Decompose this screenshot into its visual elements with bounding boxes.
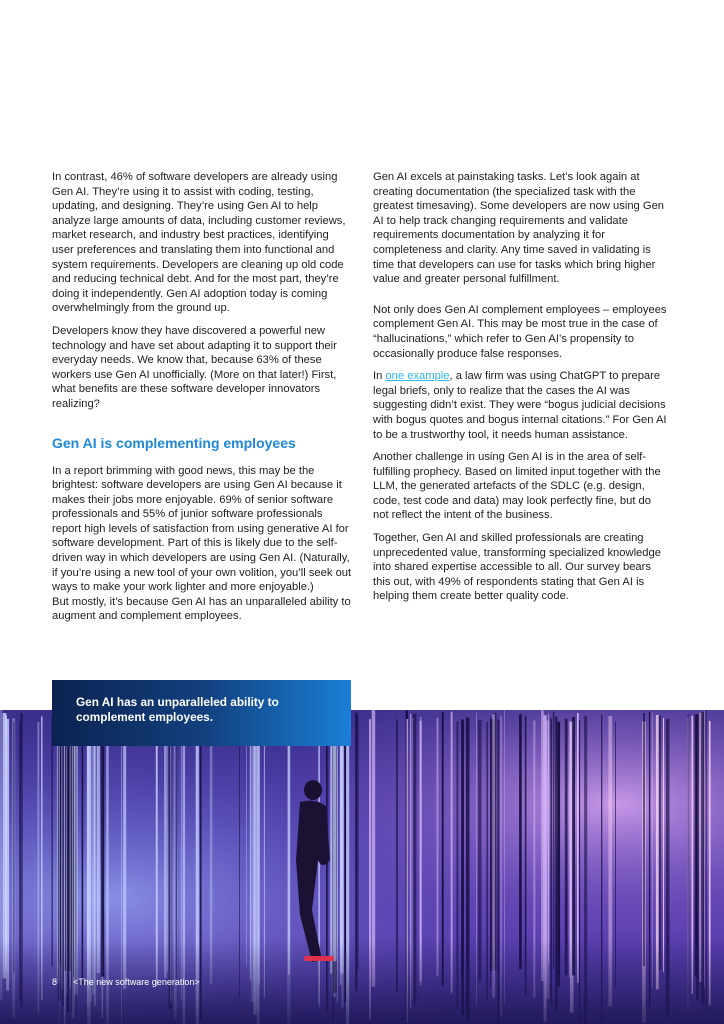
right-paragraph-3-prefix: In <box>373 370 386 383</box>
light-strand <box>97 710 100 973</box>
light-strand <box>572 717 575 975</box>
left-column <box>52 170 352 632</box>
light-strand <box>101 710 104 977</box>
light-strand <box>13 722 14 973</box>
light-strand <box>548 713 549 963</box>
left-paragraph-4: But mostly, it’s because Gen AI has an unparalleled ability to augment and complement employees. <box>52 595 351 623</box>
light-strand <box>65 712 67 971</box>
right-paragraph-5: Together, Gen AI and skilled professionals are creating unprecedented value, transforming specialized knowledge into shared expertise accessible to all. Our survey bears this out, with 49% of respondents stating that Gen AI is helping them create better quality code. <box>373 532 661 603</box>
light-strand <box>519 714 522 969</box>
light-strand <box>3 713 7 978</box>
section-heading: Gen AI is complementing employees <box>52 434 296 451</box>
page-number: 8 <box>52 977 58 987</box>
right-column <box>373 170 669 612</box>
light-strand <box>164 711 166 977</box>
right-paragraph-3 <box>373 369 669 442</box>
footer-title: <The new software generation> <box>73 977 200 987</box>
light-strand <box>167 712 169 973</box>
light-strand <box>437 718 439 977</box>
light-strand <box>569 721 571 977</box>
light-strand <box>553 712 555 970</box>
left-paragraph-1: In contrast, 46% of software developers are already using Gen AI. They’re using it to assist with coding, testing, updating, and designing. They’re using Gen AI to help analyze large amounts of data, including customer reviews, market research, and industry best practices, identifying user preferences and translating them into functional and system requirements. Developers are cleaning up old code and reducing technical debt. And for the most part, they’re doing it independently. Gen AI adoption today is coming overwhelmingly from the ground up. <box>52 171 346 315</box>
light-strand <box>643 713 645 966</box>
light-strand <box>659 716 661 970</box>
light-strand <box>358 716 359 970</box>
light-strand <box>333 711 337 961</box>
callout-text: Gen AI has an unparalleled ability to complement employees. <box>76 695 279 724</box>
left-paragraph-2: Developers know they have discovered a powerful new technology and have set about adapting it to support their everyday needs. We know that, because 63% of these workers use Gen AI unofficially. (More on that later!) First, what benefits are these software developer innovators realizing? <box>52 324 337 410</box>
right-paragraph-3-rest: , a law firm was using ChatGPT to prepare legal briefs, only to realize that the cases the AI was suggesting didn’t exist. They were “bogus judicial decisions with bogus quotes and bogus internal citations.” For Gen AI to be a trustworthy tool, it needs human assistance. <box>373 370 667 441</box>
light-strand <box>176 712 177 980</box>
one-example-link[interactable]: one example <box>385 370 450 383</box>
left-paragraph-3: In a report brimming with good news, this may be the brightest: software developers are using Gen AI because it makes their jobs more enjoyable. 69% of senior software professionals and 55% of junior software professionals report high levels of satisfaction from using generative AI for software development. Part of this is likely due to the self-driven way in which developers are using Gen AI. (Naturally, if you’re using a new tool of your own volition, you’ll seek out ways to make your work lighter and more enjoyable.) <box>52 464 352 594</box>
callout-box <box>52 680 351 746</box>
right-paragraph-2: Not only does Gen AI complement employees – employees complement Gen AI. This may be most true in the case of “hallucinations,” which refer to Gen AI’s propensity to occasionally produce false responses. <box>373 303 667 360</box>
light-strand <box>340 719 342 975</box>
light-strand <box>60 714 61 966</box>
right-paragraph-1: Gen AI excels at painstaking tasks. Let’s look again at creating documentation (the specialized task with the greatest timesaving). Some developers are now using Gen AI to help track changing requirements and validate requirements documentation by analyzing it for completeness and clarity. Any time saved in validating is time that developers can use for tasks which bring higher value and greater personal fulfillment. <box>373 171 665 286</box>
light-strand <box>565 719 568 976</box>
light-strand <box>288 710 290 975</box>
light-strand <box>246 712 247 967</box>
page-footer <box>52 977 200 987</box>
light-strand <box>663 718 664 972</box>
right-paragraph-4: Another challenge in using Gen AI is in the area of self-fulfilling prophecy. Based on limited input together with the LLM, the generated artefacts of the SDLC (e.g. design, code, test code and data) may look perfectly fine, but do not reflect the intent of the business. <box>373 451 661 522</box>
light-strand <box>52 716 53 967</box>
